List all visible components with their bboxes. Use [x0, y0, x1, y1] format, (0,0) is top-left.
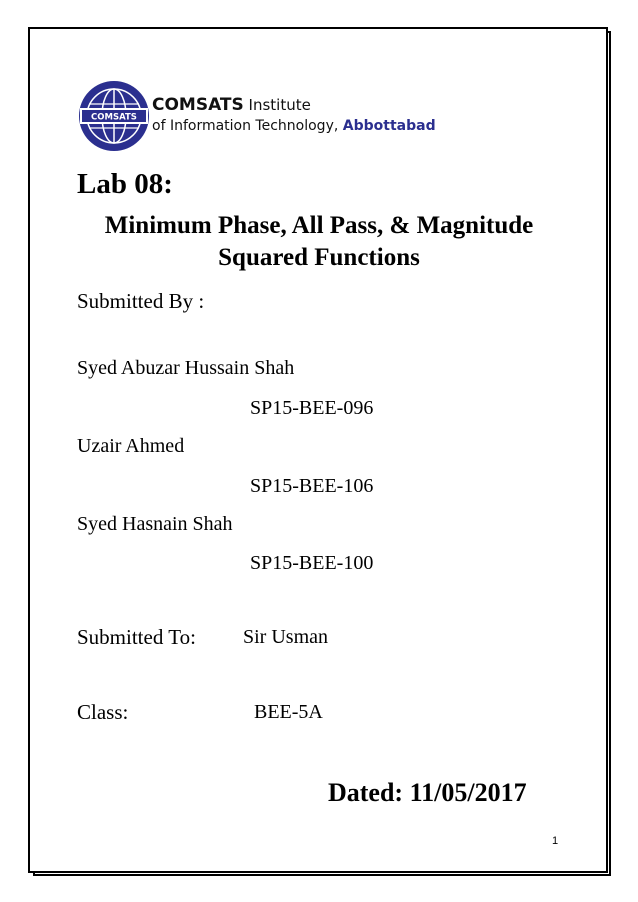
institute-line2 [152, 118, 436, 134]
class-value: BEE-5A [254, 701, 323, 723]
institute-city: Abbottabad [342, 118, 436, 134]
dated: Dated: 11/05/2017 [328, 778, 527, 807]
page-number: 1 [552, 835, 559, 847]
class-label: Class: [77, 700, 129, 724]
student-reg: SP15-BEE-106 [250, 475, 374, 497]
lab-title: Lab 08: [77, 168, 173, 200]
lab-subtitle-line1: Minimum Phase, All Pass, & Magnitude [104, 212, 534, 239]
institute-name-bold: COMSATS [152, 95, 244, 115]
submitted-to-label: Submitted To: [77, 625, 196, 649]
student-reg: SP15-BEE-096 [250, 397, 374, 419]
submitted-by-label: Submitted By : [77, 289, 205, 313]
submitted-to-value: Sir Usman [243, 626, 328, 648]
logo-text: COMSATS [91, 112, 137, 123]
student-name: Uzair Ahmed [77, 435, 185, 457]
institute-name [152, 95, 311, 115]
institute-name-rest: Institute [243, 96, 311, 114]
student-name: Syed Hasnain Shah [77, 513, 233, 535]
student-name: Syed Abuzar Hussain Shah [77, 357, 295, 379]
institute-line2-prefix: of Information Technology, [152, 118, 339, 134]
comsats-logo-icon [78, 80, 150, 152]
lab-subtitle-line2: Squared Functions [218, 244, 420, 271]
student-reg: SP15-BEE-100 [250, 552, 374, 574]
